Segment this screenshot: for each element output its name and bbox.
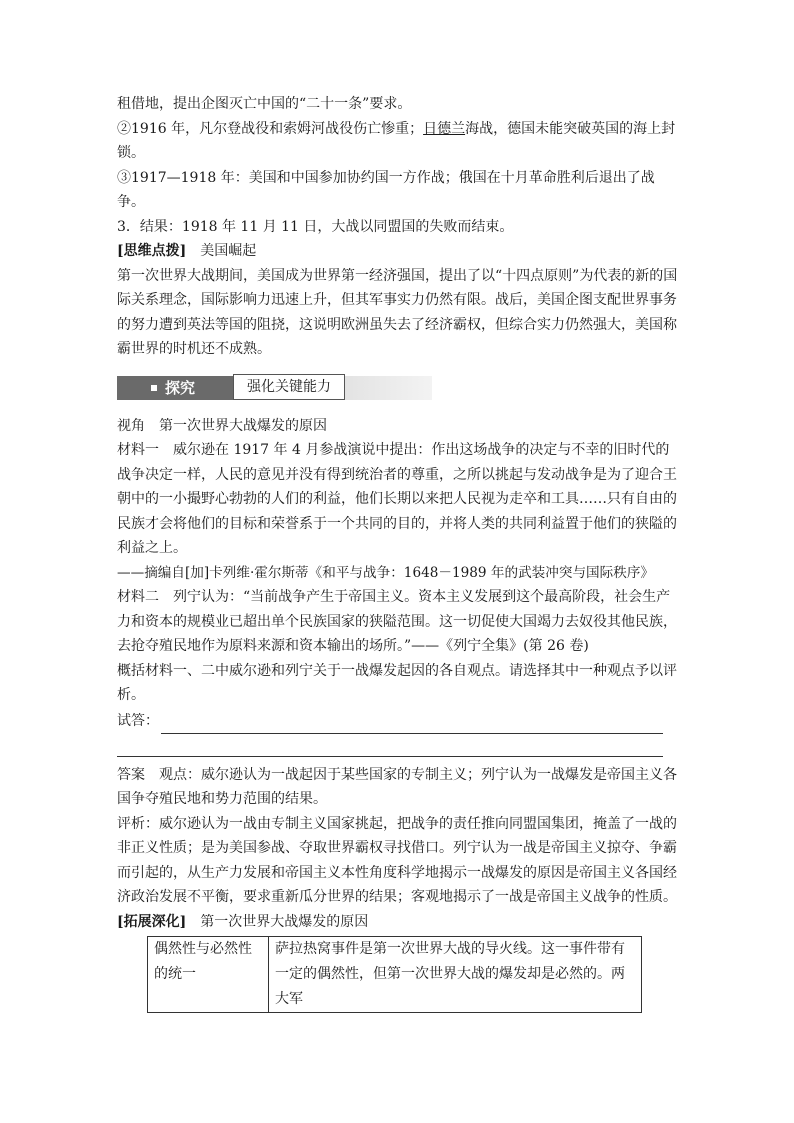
banner-title: 探究 [165,378,196,397]
extend-table [147,936,642,1013]
extend-tag: [拓展深化] [117,913,187,930]
underlined-term: 日德兰 [423,120,466,137]
think-heading [117,239,682,264]
perspective-heading: 视角 第一次世界大战爆发的原因 [117,417,327,434]
table-cell-content: 萨拉热窝事件是第一次世界大战的导火线。这一事件带有一定的偶然性，但第一次世界大战的爆发却是必然的。两大军 [269,937,642,1013]
think-body: 第一次世界大战期间，美国成为世界第一经济强国，提出了以“十四点原则”为代表的新的国际关系理念，国际影响力迅速上升，但其军事实力仍然有限。战后，美国企图支配世界事务的努力遭到英法等国的阻挠，这说明欧洲虽失去了经济霸权，但综合实力仍然强大，美国称霸世界的时机还不成熟。 [117,267,678,357]
think-title: 美国崛起 [200,243,257,259]
answer-text: 答案 观点：威尔逊认为一战起因于某些国家的专制主义；列宁认为一战爆发是帝国主义各国争夺殖民地和势力范围的结果。 [117,766,677,807]
answer-blank-line-2[interactable] [117,734,663,757]
try-answer-row [117,708,682,734]
extend-heading [117,910,682,935]
try-label: 试答： [117,713,159,729]
material-2-text: 材料二 列宁认为：“当前战争产生于帝国主义。资本主义发展到这个最高阶段，社会生产力和资本的规模业已超出单个民族国家的狭隘范围。这一切促使大国竭力去奴役其他民族，去抢夺殖民地作为原料来源和资本输出的场所。”——《列宁全集》(第 26 卷) [117,589,677,654]
question-text: 概括材料一、二中威尔逊和列宁关于一战爆发起因的各自观点。请选择其中一种观点予以评析。 [117,662,677,703]
intro-item-3: ③1917—1918 年：美国和中国参加协约国一方作战；俄国在十月革命胜利后退出了战争。 [117,169,655,210]
answer-blank-line[interactable] [161,715,663,734]
think-tag: [思维点拨] [117,243,187,259]
document-page [117,92,682,1013]
section-banner [117,374,432,402]
intro-continuation: 租借地，提出企图灭亡中国的“二十一条”要求。 [117,96,412,112]
table-cell-label: 偶然性与必然性的统一 [148,937,269,1013]
material-1-source: ——摘编自[加]卡列维·霍尔斯蒂《和平与战争：1648－1989 年的武装冲突与国际秩序》 [117,564,655,581]
table-row [148,937,642,1013]
banner-subtitle: 强化关键能力 [233,374,345,400]
answer-analysis: 评析：威尔逊认为一战由专制主义国家挑起，把战争的责任推向同盟国集团，掩盖了一战的非正义性质；是为美国参战、夺取世界霸权寻找借口。列宁认为一战是帝国主义掠夺、争霸而引起的，从生产力发展和帝国主义本性角度科学地揭示一战爆发的原因是帝国主义各国经济政治发展不平衡，要求重新瓜分世界的结果；客观地揭示了一战是帝国主义战争的性质。 [117,815,677,905]
intro-item-2: ②1916 年，凡尔登战役和索姆河战役伤亡惨重；日德兰海战，德国未能突破英国的海上封锁。 [117,120,676,161]
extend-title: 第一次世界大战爆发的原因 [200,913,369,930]
intro-result: 3．结果：1918 年 11 月 11 日，大战以同盟国的失败而结束。 [117,218,514,235]
banner-title-block [117,376,233,400]
square-bullet-icon [151,385,157,391]
material-1-text: 材料一 威尔逊在 1917 年 4 月参战演说中提出：作出这场战争的决定与不幸的旧时代的战争决定一样，人民的意见并没有得到统治者的尊重，之所以挑起与发动战争是为了迎合王朝中的一小撮野心勃勃的人们的利益，他们长期以来把人民视为走卒和工具……只有自由的民族才会将他们的目标和荣誉系于一个共同的目的，并将人类的共同利益置于他们的狭隘的利益之上。 [117,442,677,556]
